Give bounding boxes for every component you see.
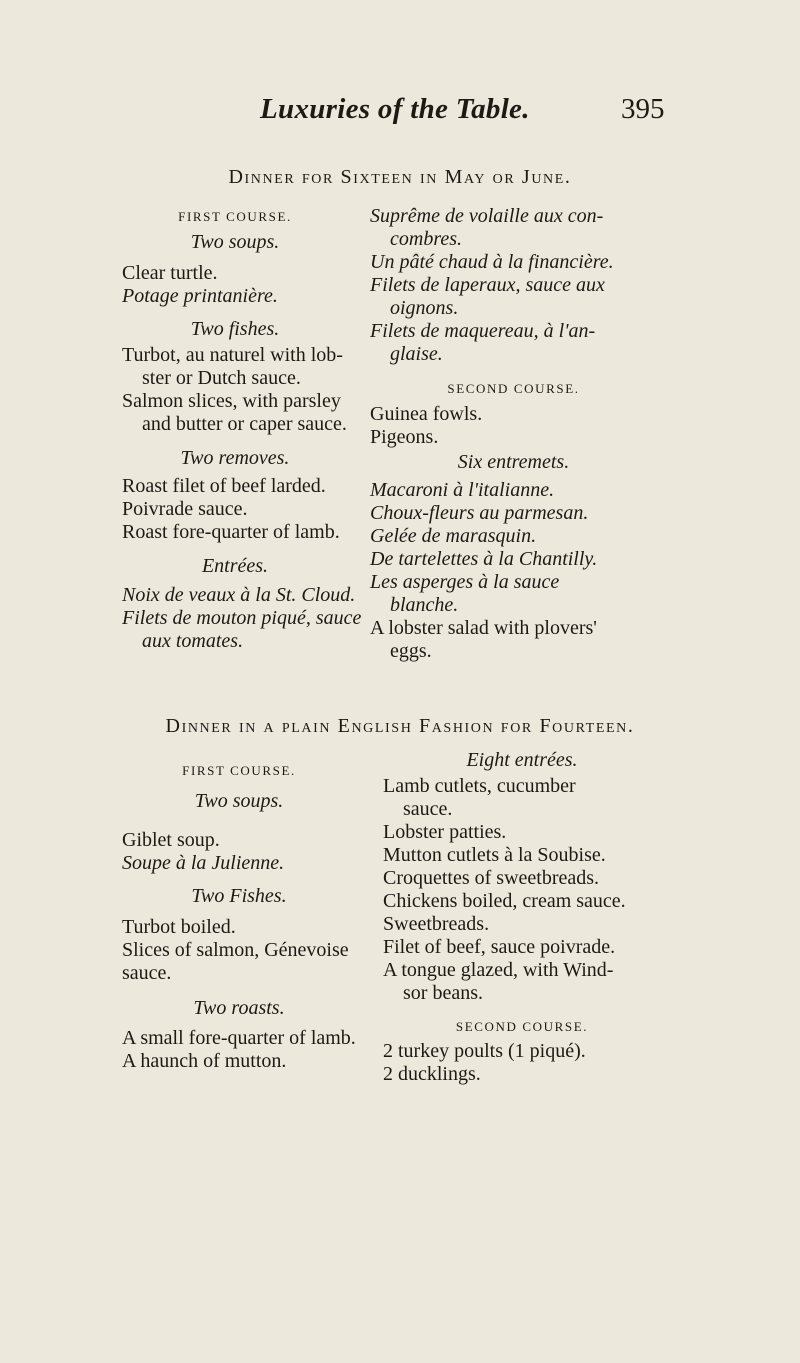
menu-line: Two Fishes. xyxy=(191,885,287,907)
menu-line: combres. xyxy=(390,228,463,250)
running-title: Luxuries of the Table. xyxy=(260,93,530,125)
menu-line: Gelée de marasquin. xyxy=(370,525,537,547)
menu-line: Turbot boiled. xyxy=(122,916,236,938)
menu-line: Giblet soup. xyxy=(122,829,220,851)
menu-line: aux tomates. xyxy=(142,630,244,652)
menu-line: De tartelettes à la Chantilly. xyxy=(370,548,598,570)
menu-line: sauce. xyxy=(122,962,172,984)
menu-line: Clear turtle. xyxy=(122,262,218,284)
menu-line: A small fore-quarter of lamb. xyxy=(122,1027,356,1049)
menu-line: Filet of beef, sauce poivrade. xyxy=(383,936,616,958)
running-head xyxy=(0,93,800,133)
menu-line: and butter or caper sauce. xyxy=(142,413,347,435)
menu-line: Two soups. xyxy=(190,231,280,253)
menu-line: Two soups. xyxy=(194,790,284,812)
menu-line: Filets de mouton piqué, sauce xyxy=(122,607,362,629)
menu-line: Two roasts. xyxy=(193,997,285,1019)
course-heading: SECOND COURSE. xyxy=(447,381,580,396)
menu-line: Filets de maquereau, à l'an- xyxy=(370,320,596,342)
section-title: Dinner for Sixteen in May or June. xyxy=(228,166,572,188)
menu-line: Suprême de volaille aux con- xyxy=(370,205,604,227)
menu-line: Les asperges à la sauce xyxy=(370,571,560,593)
menu-line: oignons. xyxy=(390,297,459,319)
menu-line: Macaroni à l'italianne. xyxy=(370,479,555,501)
menu-line: 2 ducklings. xyxy=(383,1063,481,1085)
menu-line: Roast filet of beef larded. xyxy=(122,475,326,497)
menu-line: Turbot, au naturel with lob- xyxy=(122,344,343,366)
menu-line: 2 turkey poults (1 piqué). xyxy=(383,1040,586,1062)
menu-line: Slices of salmon, Génevoise xyxy=(122,939,349,961)
menu-line: Pigeons. xyxy=(370,426,439,448)
menu-line: Eight entrées. xyxy=(466,749,578,771)
menu-line: Chickens boiled, cream sauce. xyxy=(383,890,626,912)
menu-line: Potage printanière. xyxy=(122,285,278,307)
menu-line: ster or Dutch sauce. xyxy=(142,367,301,389)
menu-line: A tongue glazed, with Wind- xyxy=(383,959,614,981)
menu-line: Noix de veaux à la St. Cloud. xyxy=(122,584,356,606)
menu-line: Two removes. xyxy=(180,447,290,469)
menu-line: Guinea fowls. xyxy=(370,403,483,425)
course-heading: FIRST COURSE. xyxy=(182,763,296,778)
section-title: Dinner in a plain English Fashion for Fourteen. xyxy=(165,715,635,737)
menu-line: Croquettes of sweetbreads. xyxy=(383,867,600,889)
menu-line: Sweetbreads. xyxy=(383,913,490,935)
menu-line: Un pâté chaud à la financière. xyxy=(370,251,614,273)
menu-line: Entrées. xyxy=(201,555,269,577)
menu-line: Mutton cutlets à la Soubise. xyxy=(383,844,606,866)
menu-line: Six entremets. xyxy=(457,451,570,473)
menu-line: A haunch of mutton. xyxy=(122,1050,287,1072)
menu-line: Choux-fleurs au parmesan. xyxy=(370,502,589,524)
menu-line: Lamb cutlets, cucumber xyxy=(383,775,576,797)
page-number: 395 xyxy=(621,93,665,125)
menu-line: Roast fore-quarter of lamb. xyxy=(122,521,340,543)
course-heading: FIRST COURSE. xyxy=(178,209,292,224)
menu-line: sor beans. xyxy=(403,982,483,1004)
course-heading: SECOND COURSE. xyxy=(455,1019,589,1034)
menu-line: Two fishes. xyxy=(190,318,280,340)
menu-line: A lobster salad with plovers' xyxy=(370,617,597,639)
menu-line: sauce. xyxy=(403,798,453,820)
menu-line: glaise. xyxy=(390,343,443,365)
menu-line: blanche. xyxy=(390,594,459,616)
menu-line: Lobster patties. xyxy=(383,821,507,843)
menu-line: Filets de laperaux, sauce aux xyxy=(370,274,605,296)
menu-line: Salmon slices, with parsley xyxy=(122,390,341,412)
menu-line: eggs. xyxy=(390,640,432,662)
menu-line: Soupe à la Julienne. xyxy=(122,852,285,874)
menu-line: Poivrade sauce. xyxy=(122,498,248,520)
